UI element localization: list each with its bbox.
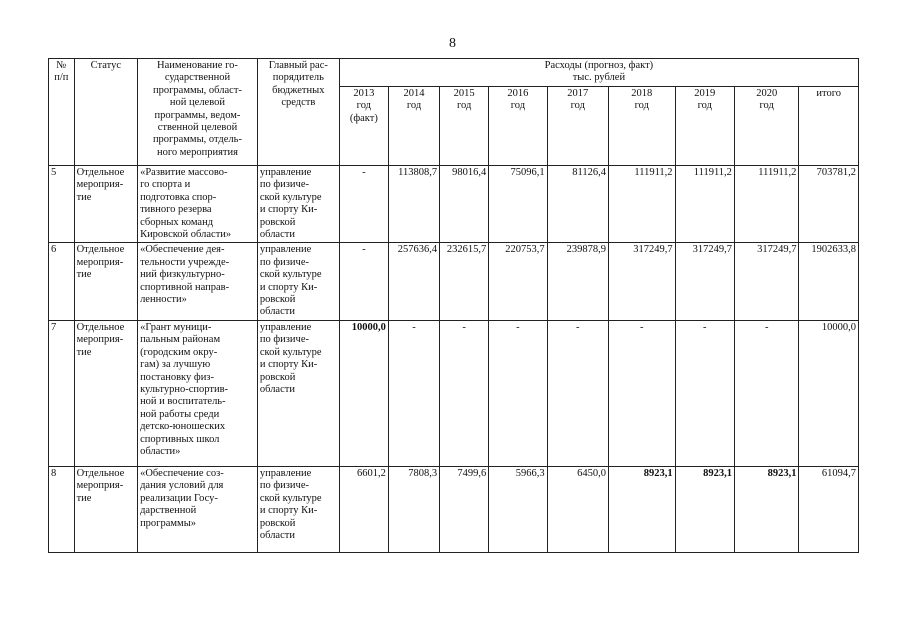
row-num: 7 <box>49 320 75 466</box>
value-cell: 111911,2 <box>609 166 676 243</box>
value-cell: 5966,3 <box>489 466 547 552</box>
header-status: Статус <box>74 59 137 166</box>
table-row <box>49 243 859 320</box>
value-cell: 98016,4 <box>440 166 489 243</box>
value-cell: 239878,9 <box>547 243 608 320</box>
header-year: 2014 год <box>388 86 439 165</box>
value-cell: - <box>547 320 608 466</box>
value-cell: - <box>609 320 676 466</box>
expenses-table <box>48 58 859 553</box>
value-cell: - <box>388 320 439 466</box>
value-cell: - <box>489 320 547 466</box>
row-status: Отдельное мероприя- тие <box>74 243 137 320</box>
value-cell: 111911,2 <box>675 166 734 243</box>
header-year: 2020 год <box>734 86 799 165</box>
row-executor: управление по физиче- ской культуре и спорту Ки- ровской области <box>257 320 339 466</box>
value-cell: 81126,4 <box>547 166 608 243</box>
value-cell: 220753,7 <box>489 243 547 320</box>
header-total: итого <box>799 86 859 165</box>
header-num: № п/п <box>49 59 75 166</box>
header-year: 2019 год <box>675 86 734 165</box>
header-year: 2017 год <box>547 86 608 165</box>
row-num: 8 <box>49 466 75 552</box>
header-name: Наименование го- сударственной программы, област- ной целевой программы, ведом- ственной целевой программы, отдель- ного мероприятия <box>138 59 258 166</box>
value-cell: 317249,7 <box>734 243 799 320</box>
row-name: «Обеспечение соз- дания условий для реализации Госу- дарственной программы» <box>138 466 258 552</box>
value-cell: 113808,7 <box>388 166 439 243</box>
row-status: Отдельное мероприя- тие <box>74 166 137 243</box>
value-cell: 6450,0 <box>547 466 608 552</box>
value-cell: 111911,2 <box>734 166 799 243</box>
total-cell: 61094,7 <box>799 466 859 552</box>
value-cell: 75096,1 <box>489 166 547 243</box>
row-status: Отдельное мероприя- тие <box>74 466 137 552</box>
value-cell: 232615,7 <box>440 243 489 320</box>
value-cell: 8923,1 <box>734 466 799 552</box>
value-cell: - <box>734 320 799 466</box>
table-row <box>49 320 859 466</box>
value-cell: 257636,4 <box>388 243 439 320</box>
page-number: 8 <box>449 36 456 51</box>
value-cell: - <box>339 166 388 243</box>
value-cell: 6601,2 <box>339 466 388 552</box>
value-cell: 7808,3 <box>388 466 439 552</box>
header-year: 2018 год <box>609 86 676 165</box>
total-cell: 1902633,8 <box>799 243 859 320</box>
row-status: Отдельное мероприя- тие <box>74 320 137 466</box>
header-executor: Главный рас- порядитель бюджетных средств <box>257 59 339 166</box>
value-cell: 7499,6 <box>440 466 489 552</box>
value-cell: - <box>440 320 489 466</box>
value-cell: 8923,1 <box>675 466 734 552</box>
row-name: «Развитие массово- го спорта и подготовка спор- тивного резерва сборных команд Кировской области» <box>138 166 258 243</box>
row-num: 5 <box>49 166 75 243</box>
value-cell: 317249,7 <box>675 243 734 320</box>
value-cell: - <box>339 243 388 320</box>
header-expenses: Расходы (прогноз, факт) тыс. рублей <box>339 59 858 87</box>
value-cell: - <box>675 320 734 466</box>
row-name: «Обеспечение дея- тельности учрежде- ний физкультурно- спортивной направ- ленности» <box>138 243 258 320</box>
row-executor: управление по физиче- ской культуре и спорту Ки- ровской области <box>257 166 339 243</box>
value-cell: 317249,7 <box>609 243 676 320</box>
row-num: 6 <box>49 243 75 320</box>
row-executor: управление по физиче- ской культуре и спорту Ки- ровской области <box>257 466 339 552</box>
total-cell: 703781,2 <box>799 166 859 243</box>
table-row <box>49 466 859 552</box>
row-name: «Грант муници- пальным районам (городским окру- гам) за лучшую постановку физ- культурно-спортив- ной и воспитатель- ной работы среди детско-юношеских спортивных школ области» <box>138 320 258 466</box>
row-executor: управление по физиче- ской культуре и спорту Ки- ровской области <box>257 243 339 320</box>
header-year: 2015 год <box>440 86 489 165</box>
header-year: 2013 год (факт) <box>339 86 388 165</box>
value-cell: 10000,0 <box>339 320 388 466</box>
value-cell: 8923,1 <box>609 466 676 552</box>
header-year: 2016 год <box>489 86 547 165</box>
total-cell: 10000,0 <box>799 320 859 466</box>
table-row <box>49 166 859 243</box>
